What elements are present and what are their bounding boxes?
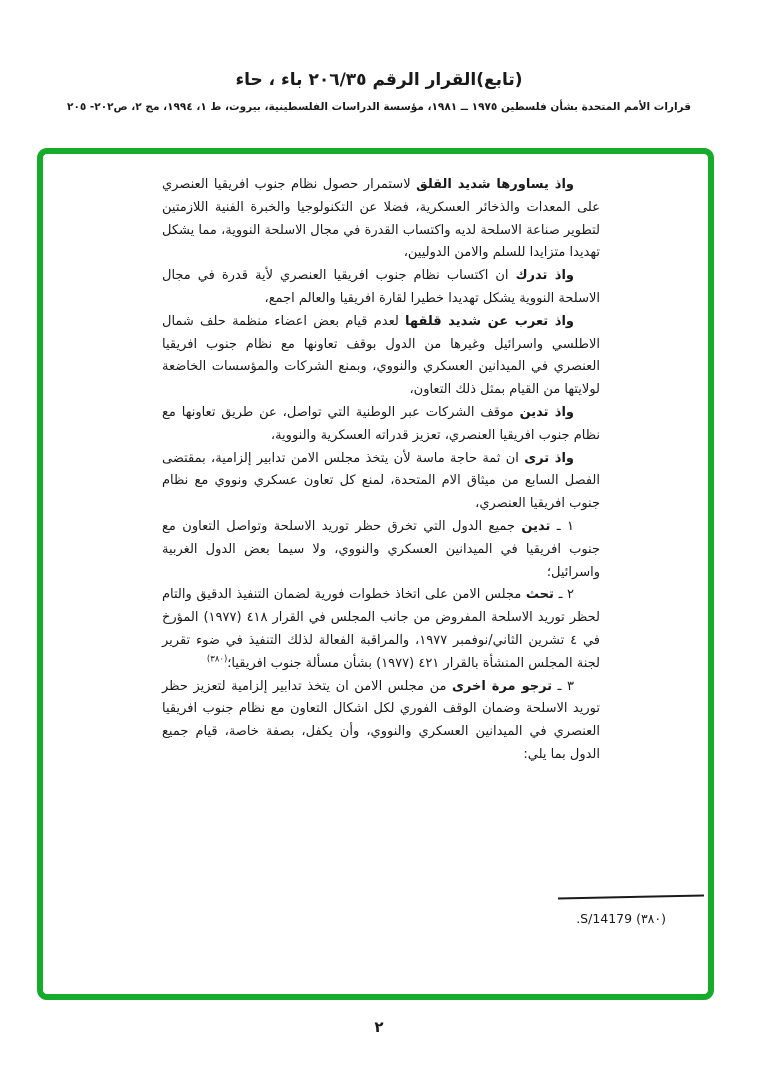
document-header xyxy=(0,70,758,113)
emphasis-text: واذ تدين xyxy=(519,404,574,420)
body-text: ان اكتساب نظام جنوب افريقيا العنصري لأية قدرة في مجال الاسلحة النووية يشكل تهديدا خطيرا لقارة افريقيا والعالم اجمع، xyxy=(162,268,600,306)
preamble-paragraph-2 xyxy=(162,265,600,311)
body-text: ١ ـ xyxy=(550,518,574,534)
body-text: موقف الشركات عبر الوطنية التي تواصل، عن طريق تعاونها مع نظام جنوب افريقيا العنصري، تعزيز قدراته العسكرية والنووية، xyxy=(162,404,600,443)
preamble-paragraph-3 xyxy=(162,311,600,402)
emphasis-text: واذ تعرب عن شديد قلقها xyxy=(405,313,574,329)
emphasis-text: ترجو مرة اخرى xyxy=(452,678,553,694)
source-citation: قرارات الأمم المتحدة بشأن فلسطين ١٩٧٥ ــ ١٩٨١، مؤسسة الدراسات الفلسطينية، بيروت، ط ١، ١٩٩٤، مج ٢، ص٢٠٢- ٢٠٥ xyxy=(67,101,691,113)
footnote: (٣٨٠) S/14179. xyxy=(576,911,666,926)
body-text: جميع الدول التي تخرق حظر توريد الاسلحة وتواصل التعاون مع جنوب افريقيا في الميدانين العسكري والنووي، ولا سيما بعض الدول الغربية واسرائيل؛ xyxy=(162,518,600,580)
page-title: (تابع)القرار الرقم ٢٠٦/٣٥ باء ، حاء xyxy=(235,70,523,90)
footnote-reference: (٣٨٠) xyxy=(206,654,228,665)
emphasis-text: واذ تدرك xyxy=(515,268,574,284)
emphasis-text: واذ ترى xyxy=(524,450,574,466)
emphasis-text: تحث xyxy=(525,587,554,603)
body-text: من مجلس الامن ان يتخذ تدابير إلزامية لتعزيز حظر توريد الاسلحة وضمان الوقف الفوري لكل اشكال التعاون مع نظام جنوب افريقيا العنصري في الميدانين العسكري والنووي، وأن يكفل، بصفة خاصة، قيام جميع الدول بما يلي: xyxy=(162,678,600,762)
body-text: ان ثمة حاجة ماسة لأن يتخذ مجلس الامن تدابير إلزامية، بمقتضى الفصل السابع من ميثاق الام المتحدة، لمنع كل تعاون عسكري ونووي مع نظام جنوب افريقيا العنصري، xyxy=(162,450,600,512)
emphasis-text: واذ يساورها شديد القلق xyxy=(416,177,574,192)
operative-item-2 xyxy=(162,584,600,675)
resolution-frame xyxy=(37,148,714,1000)
body-text: ٢ ـ xyxy=(553,587,574,603)
preamble-paragraph-4 xyxy=(162,402,600,448)
footnote-divider xyxy=(558,894,704,899)
body-text: لعدم قيام بعض اعضاء منظمة حلف شمال الاطلسي واسرائيل وغيرها من الدول بوقف تعاونها مع نظام جنوب افريقيا العنصري في الميدانين العسكري والنووي، وبمنع الشركات والمؤسسات الخاضعة لولايتها من القيام بمثل ذلك التعاون، xyxy=(162,313,600,398)
operative-item-3 xyxy=(162,676,600,767)
page-number: ٢ xyxy=(374,1018,384,1036)
resolution-body xyxy=(162,174,600,767)
body-text: ٣ ـ xyxy=(552,678,574,694)
preamble-paragraph-5 xyxy=(162,448,600,516)
operative-item-1 xyxy=(162,516,600,584)
emphasis-text: تدين xyxy=(521,518,551,534)
body-text: مجلس الامن على اتخاذ خطوات فورية لضمان التنفيذ الدقيق والتام لحظر توريد الاسلحة المفروض من جانب المجلس في القرار ٤١٨ (١٩٧٧) المؤرخ في ٤ تشرين الثاني/نوفمبر ١٩٧٧، والمراقبة الفعالة لذلك التنفيذ في ضوء تقرير لجنة المجلس المنشأة بالقرار ٤٢١ (١٩٧٧) بشأن مسألة جنوب افريقيا؛ xyxy=(162,587,601,671)
preamble-paragraph-1 xyxy=(162,174,600,265)
body-text: لاستمرار حصول نظام جنوب افريقيا العنصري على المعدات والذخائر العسكرية، فضلا عن التكنولوجيا والخبرة الفنية اللازمتين لتطوير صناعة الاسلحة لديه واكتساب القدرة في مجال الاسلحة النووية، مما يشكل تهديدا متزايدا للسلم والامن الدوليين، xyxy=(162,177,600,261)
